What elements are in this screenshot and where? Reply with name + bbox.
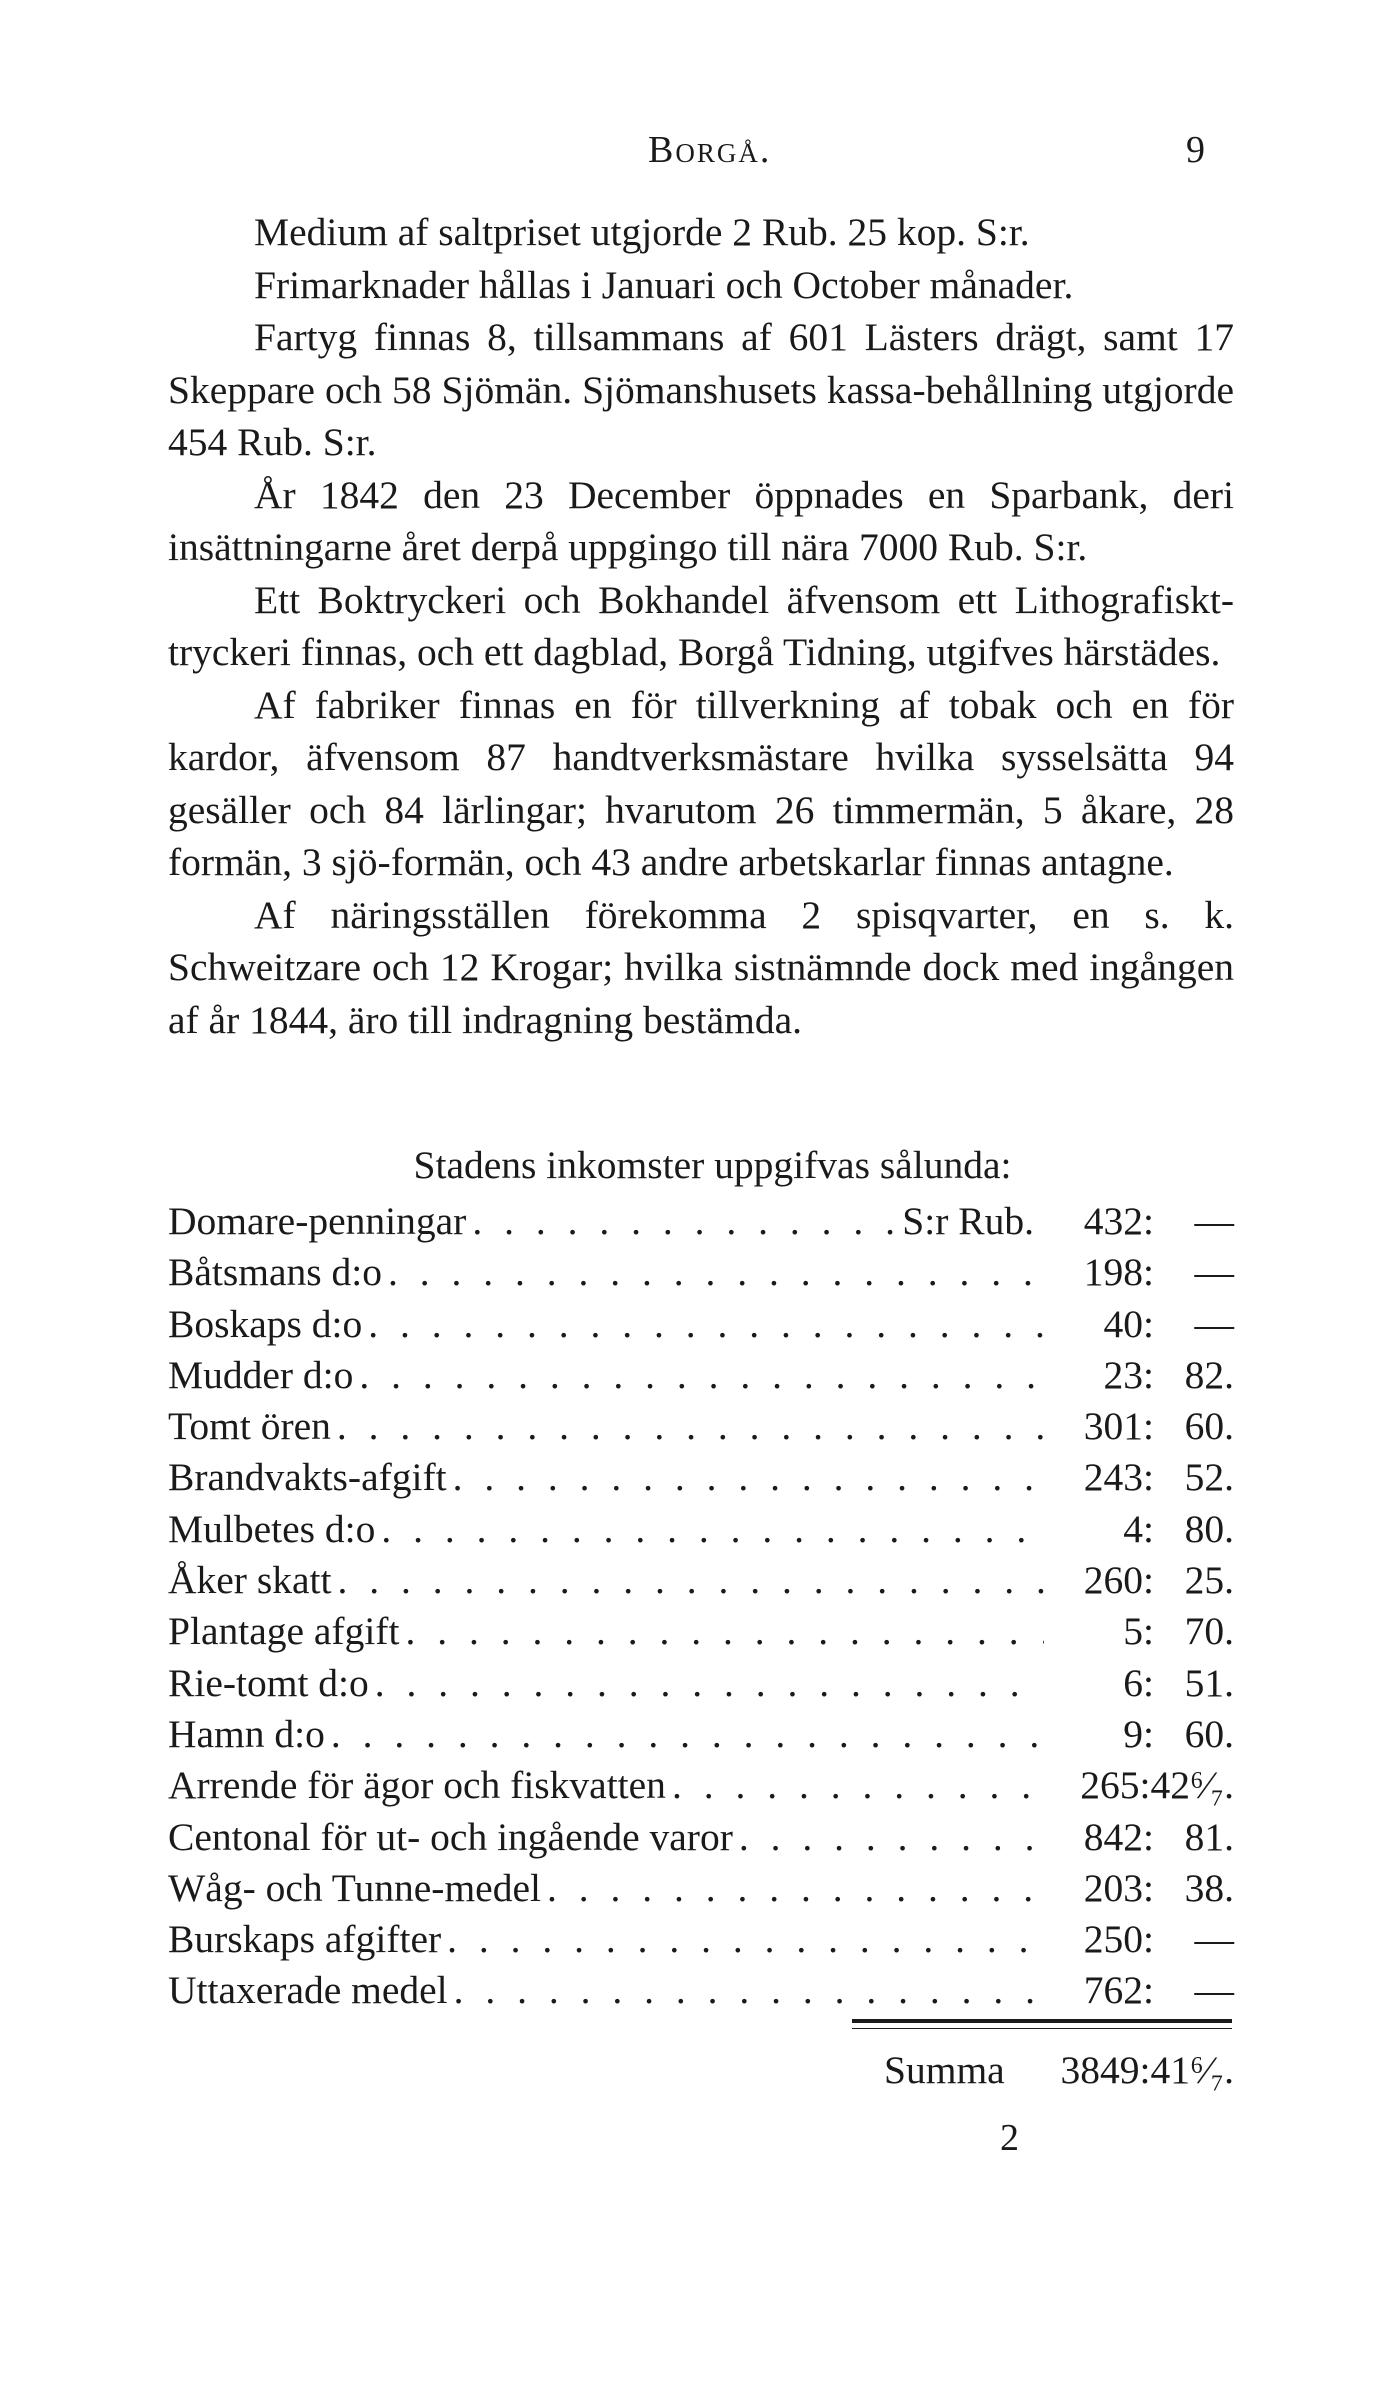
paragraph-taverns: Af näringsställen förekomma 2 spisqvarter, en s. k. Schweitzare och 12 Krogar; hvilka sistnämnde dock med ingången af år 1844, äro till indragning bestämda. — [168, 892, 1234, 1042]
ledger-kopeks: — — [1194, 1301, 1234, 1346]
dot-leader — [472, 1196, 896, 1247]
ledger-label: Brandvakts-afgift — [168, 1455, 447, 1500]
ledger-kopeks: — — [1194, 1968, 1234, 2013]
ledger-kopeks: 60. — [1184, 1404, 1234, 1449]
ledger-kopeks: 25. — [1184, 1558, 1234, 1603]
ledger-row — [168, 1504, 1234, 1555]
dot-leader — [368, 1299, 1044, 1350]
ledger-rubles: 6: — [1123, 1660, 1154, 1705]
dot-leader — [331, 1709, 1044, 1760]
paragraph-salt-price: Medium af saltpriset utgjorde 2 Rub. 25 kop. S:r. — [254, 210, 1030, 254]
ledger-row — [168, 1709, 1234, 1760]
ledger-label: Domare-penningar — [168, 1199, 467, 1243]
ledger-row — [168, 1401, 1234, 1452]
dot-leader — [453, 1452, 1044, 1503]
ledger-label: Mudder d:o — [168, 1352, 354, 1397]
ledger-row — [168, 1196, 1234, 1247]
ledger-label: Arrende för ägor och fiskvatten — [168, 1763, 666, 1808]
ledger-label: Wåg- och Tunne-medel — [168, 1865, 541, 1910]
ledger-label: Åker skatt — [168, 1558, 332, 1603]
ledger-kopeks: — — [1194, 1917, 1234, 1962]
ledger-kopeks: 80. — [1184, 1506, 1234, 1551]
ledger-label: Burskaps afgifter — [168, 1917, 442, 1962]
running-title: Borgå. — [648, 129, 772, 171]
dot-leader — [672, 1760, 1041, 1811]
total-rubles: 3849: — [1060, 2048, 1151, 2092]
ledger-label: Rie-tomt d:o — [168, 1660, 369, 1705]
ledger-row — [168, 1555, 1234, 1606]
ledger-kopeks: 42⁶⁄₇. — [1150, 1763, 1234, 1808]
page-header — [0, 128, 1385, 178]
ledger-rubles: 203: — [1083, 1865, 1154, 1910]
ledger-row — [168, 1452, 1234, 1503]
ledger-kopeks: 51. — [1184, 1660, 1234, 1705]
ledger-rubles: 243: — [1083, 1455, 1154, 1500]
ledger-label: Boskaps d:o — [168, 1301, 363, 1346]
ledger-label: Uttaxerade medel — [168, 1968, 448, 2013]
ledger-kopeks: — — [1194, 1199, 1234, 1243]
dot-leader — [388, 1247, 1044, 1298]
ledger-row — [168, 1658, 1234, 1709]
ledger-row — [168, 1812, 1234, 1863]
total-kopeks: 41⁶⁄₇. — [1150, 2048, 1234, 2092]
ledger-rubles: 762: — [1083, 1968, 1154, 2013]
paragraph-savings-bank: År 1842 den 23 December öppnades en Sparbank, deri insättningarne året derpå uppgingo till nära 7000 Rub. S:r. — [168, 472, 1234, 569]
ledger-label: Tomt ören — [168, 1404, 331, 1449]
ledger-kopeks: 60. — [1184, 1711, 1234, 1756]
paragraph-ships: Fartyg finnas 8, tillsammans af 601 Lästers drägt, samt 17 Skeppare och 58 Sjömän. Sjömanshusets kassa-behållning utgjorde 454 Rub. S:r. — [168, 315, 1234, 464]
ledger-row — [168, 1350, 1234, 1401]
total-row — [884, 2044, 1234, 2096]
ledger-rubles: 9: — [1123, 1711, 1154, 1756]
ledger-label: Båtsmans d:o — [168, 1250, 382, 1295]
income-ledger — [168, 1196, 1234, 2017]
ledger-row — [168, 1247, 1234, 1298]
ledger-row — [168, 1863, 1234, 1914]
dot-leader — [337, 1401, 1044, 1452]
ledger-label: Centonal för ut- och ingående varor — [168, 1814, 733, 1859]
ledger-unit: S:r Rub. — [902, 1199, 1034, 1243]
ledger-label: Hamn d:o — [168, 1711, 325, 1756]
ledger-kopeks: 38. — [1184, 1865, 1234, 1910]
ledger-row — [168, 1914, 1234, 1965]
paragraph-factories: Af fabriker finnas en för tillverkning af tobak och en för kardor, äfvensom 87 handtverksmästare hvilka sysselsätta 94 gesäller och 84 lärlingar; hvarutom 26 timmermän, 5 åkare, 28 formän, 3 sjö-formän, och 43 andre arbetskarlar finnas antagne. — [168, 682, 1234, 884]
dot-leader — [447, 1914, 1044, 1965]
ledger-row — [168, 1606, 1234, 1657]
ledger-kopeks: 81. — [1184, 1814, 1234, 1859]
ledger-label: Mulbetes d:o — [168, 1506, 376, 1551]
ledger-row — [168, 1965, 1234, 2016]
dot-leader — [337, 1555, 1044, 1606]
ledger-kopeks: 70. — [1184, 1609, 1234, 1654]
dot-leader — [739, 1812, 1044, 1863]
dot-leader — [375, 1658, 1044, 1709]
total-label: Summa — [884, 2048, 1005, 2092]
ledger-kopeks: 52. — [1184, 1455, 1234, 1500]
ledger-row — [168, 1299, 1234, 1350]
ledger-kopeks: 82. — [1184, 1352, 1234, 1397]
total-rule — [852, 2019, 1232, 2029]
ledger-rubles: 4: — [1123, 1506, 1154, 1551]
ledger-rubles: 301: — [1083, 1404, 1154, 1449]
dot-leader — [454, 1965, 1044, 2016]
signature-mark: 2 — [1000, 2117, 1019, 2159]
paragraph-markets: Frimarknader hållas i Januari och October månader. — [254, 262, 1074, 307]
ledger-rubles: 265: — [1080, 1763, 1151, 1808]
page-number: 9 — [1186, 129, 1205, 171]
ledger-rubles: 260: — [1083, 1558, 1154, 1603]
ledger-rubles: 5: — [1123, 1609, 1154, 1654]
ledger-label: Plantage afgift — [168, 1609, 400, 1654]
ledger-rubles: 250: — [1083, 1917, 1154, 1962]
income-heading: Stadens inkomster uppgifvas sålunda: — [413, 1143, 1012, 1187]
dot-leader — [547, 1863, 1044, 1914]
dot-leader — [359, 1350, 1044, 1401]
ledger-kopeks: — — [1194, 1250, 1234, 1295]
ledger-rubles: 432: — [1083, 1199, 1154, 1243]
ledger-rubles: 40: — [1103, 1301, 1154, 1346]
ledger-rubles: 842: — [1083, 1814, 1154, 1859]
ledger-row — [168, 1760, 1234, 1811]
ledger-rubles: 23: — [1103, 1352, 1154, 1397]
body-text — [168, 206, 1234, 1046]
paragraph-printing: Ett Boktryckeri och Bokhandel äfvensom ett Lithografiskt-tryckeri finnas, och ett dagblad, Borgå Tidning, utgifves härstädes. — [168, 577, 1234, 674]
dot-leader — [381, 1504, 1044, 1555]
ledger-rubles: 198: — [1083, 1250, 1154, 1295]
dot-leader — [405, 1606, 1044, 1657]
